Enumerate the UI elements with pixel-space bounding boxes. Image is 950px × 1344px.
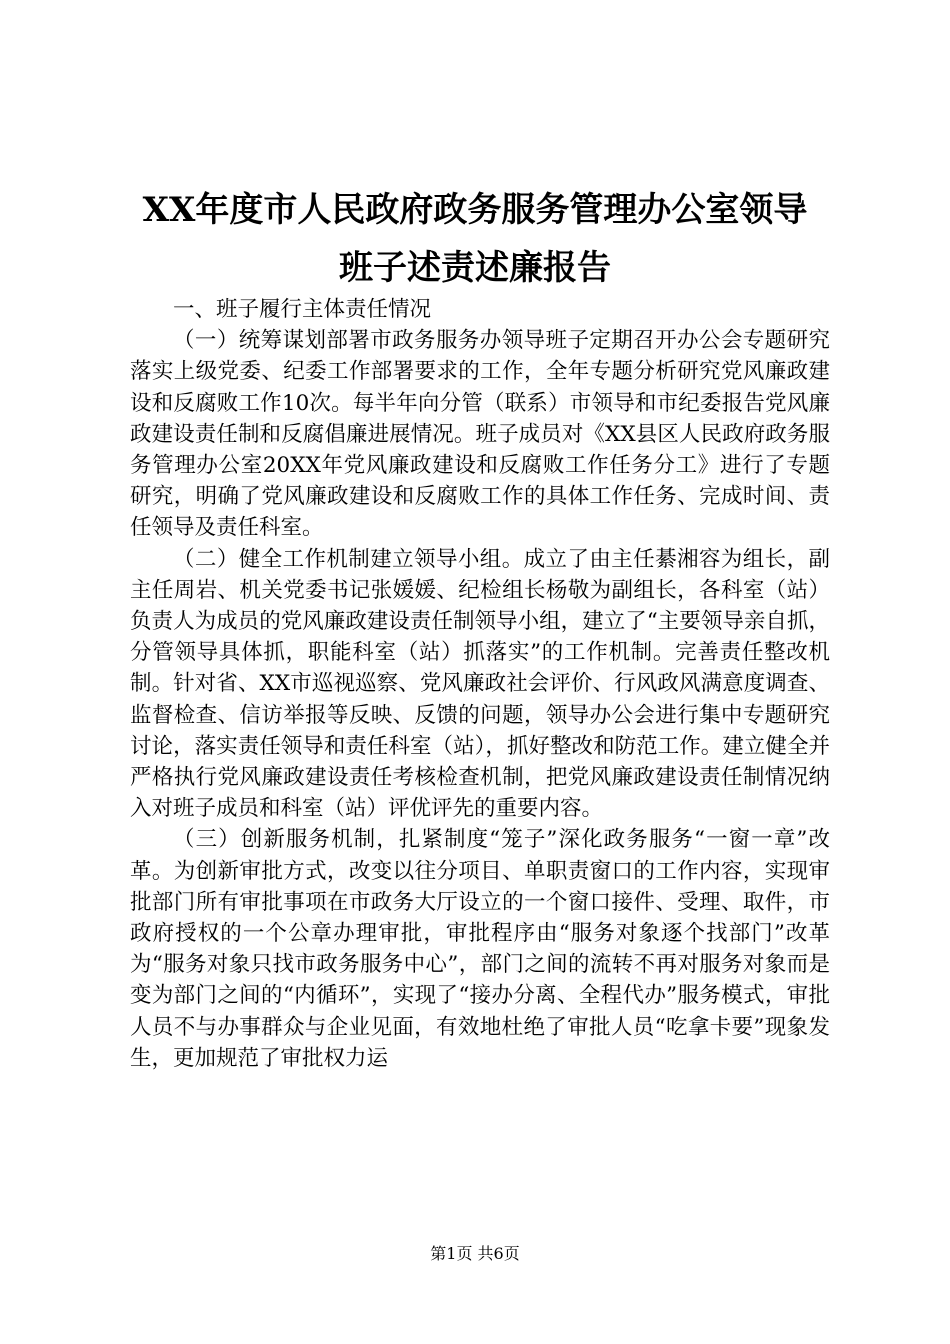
paragraph-2: （二）健全工作机制建立领导小组。成立了由主任綦湘容为组长，副主任周岩、机关党委书记张媛媛、纪检组长杨敬为副组长，各科室（站）负责人为成员的党风廉政建设责任制领导小组，建立了“主要领导亲自抓，分管领导具体抓，职能科室（站）抓落实”的工作机制。完善责任整改机制。针对省、XX市巡视巡察、党风廉政社会评价、行风政风满意度调查、监督检查、信访举报等反映、反馈的问题，领导办公会进行集中专题研究讨论，落实责任领导和责任科室（站），抓好整改和防范工作。建立健全并严格执行党风廉政建设责任考核检查机制，把党风廉政建设责任制情况纳入对班子成员和科室（站）评优评先的重要内容。 bbox=[130, 546, 830, 822]
document-title-line-1: XX年度市人民政府政务服务管理办公室领导 bbox=[142, 190, 808, 230]
document-title-line-2: 班子述责述廉报告 bbox=[339, 248, 611, 288]
paragraph-3: （三）创新服务机制，扎紧制度“笼子”深化政务服务“一窗一章”改革。为创新审批方式，改变以往分项目、单职责窗口的工作内容，实现审批部门所有审批事项在市政务大厅设立的一个窗口接件、受理、取件，市政府授权的一个公章办理审批，审批程序由“服务对象逐个找部门”改革为“服务对象只找市政务服务中心”，部门之间的流转不再对服务对象而是变为部门之间的“内循环”，实现了“接办分离、全程代办”服务模式，审批人员不与办事群众与企业见面，有效地杜绝了审批人员“吃拿卡要”现象发生，更加规范了审批权力运 bbox=[130, 827, 830, 1071]
document-body bbox=[130, 294, 830, 1074]
paragraph-1: （一）统筹谋划部署市政务服务办领导班子定期召开办公会专题研究落实上级党委、纪委工作部署要求的工作，全年专题分析研究党风廉政建设和反腐败工作10次。每半年向分管（联系）市领导和市纪委报告党风廉政建设责任制和反腐倡廉进展情况。班子成员对《XX县区人民政府政务服务管理办公室20XX年党风廉政建设和反腐败工作任务分工》进行了专题研究，明确了党风廉政建设和反腐败工作的具体工作任务、完成时间、责任领导及责任科室。 bbox=[130, 328, 830, 541]
page-number-footer: 第1页 共6页 bbox=[430, 1244, 520, 1263]
section-heading: 一、班子履行主体责任情况 bbox=[173, 297, 432, 322]
